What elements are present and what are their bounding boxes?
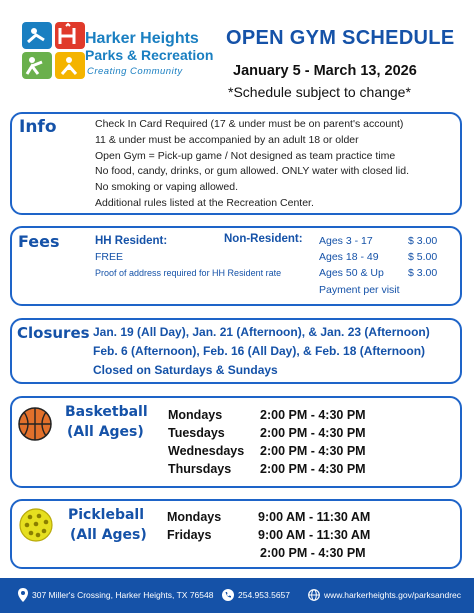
schedule-time: 2:00 PM - 4:30 PM	[260, 444, 366, 458]
parks-rec-logo	[22, 22, 86, 80]
closures-list	[93, 323, 430, 380]
org-name-line2: Parks & Recreation	[85, 47, 214, 63]
info-heading: Info	[19, 117, 57, 137]
basketball-icon	[18, 407, 52, 441]
schedule-note: *Schedule subject to change*	[228, 84, 411, 100]
pickleball-subtitle: (All Ages)	[70, 527, 147, 543]
schedule-time: 9:00 AM - 11:30 AM	[258, 528, 371, 542]
schedule-time: 2:00 PM - 4:30 PM	[260, 408, 366, 422]
org-tagline: Creating Community	[87, 66, 183, 77]
globe-icon	[308, 588, 320, 606]
pickleball-icon	[19, 508, 53, 542]
nonresident-price: $ 3.00	[408, 267, 438, 279]
footer-bar	[0, 578, 474, 613]
resident-note: Proof of address required for HH Resident rate	[95, 268, 282, 278]
page-title: OPEN GYM SCHEDULE	[226, 27, 455, 49]
nonresident-age: Ages 50 & Up	[319, 267, 384, 279]
phone-icon	[222, 588, 234, 606]
nonresident-age: Ages 3 - 17	[319, 235, 373, 247]
nonresident-price: $ 5.00	[408, 251, 438, 263]
footer-phone: 254.953.5657	[238, 590, 290, 600]
basketball-title: Basketball	[65, 404, 148, 420]
schedule-day: Mondays	[167, 510, 222, 524]
info-line: Open Gym = Pick-up game / Not designed as team practice time	[95, 149, 396, 162]
footer-website[interactable]: www.harkerheights.gov/parksandrec	[324, 590, 462, 600]
resident-label: HH Resident:	[95, 235, 168, 247]
schedule-day: Thursdays	[168, 462, 232, 476]
nonresident-label: Non-Resident:	[224, 233, 303, 245]
schedule-day: Fridays	[167, 528, 212, 542]
nonresident-price: $ 3.00	[408, 235, 438, 247]
basketball-subtitle: (All Ages)	[67, 424, 144, 440]
org-name-line1: Harker Heights	[85, 30, 199, 47]
info-line: No smoking or vaping allowed.	[95, 181, 238, 194]
closures-heading: Closures	[17, 324, 90, 342]
schedule-dates: January 5 - March 13, 2026	[233, 63, 417, 79]
nonresident-age: Ages 18 - 49	[319, 251, 379, 263]
info-line: 11 & under must be accompanied by an adult 18 or older	[95, 133, 359, 146]
closure-line: Jan. 19 (All Day), Jan. 21 (Afternoon), & Jan. 23 (Afternoon)	[93, 325, 430, 339]
info-line: No food, candy, drinks, or gum allowed. ONLY water with closed lid.	[95, 165, 409, 178]
info-line: Check In Card Required (17 & under must be on parent's account)	[95, 118, 404, 130]
payment-note: Payment per visit	[319, 284, 400, 296]
schedule-day: Wednesdays	[168, 444, 245, 458]
schedule-time: 2:00 PM - 4:30 PM	[260, 546, 366, 560]
closure-line: Closed on Saturdays & Sundays	[93, 363, 278, 377]
schedule-time: 2:00 PM - 4:30 PM	[260, 426, 366, 440]
schedule-time: 2:00 PM - 4:30 PM	[260, 462, 366, 476]
closure-line: Feb. 6 (Afternoon), Feb. 16 (All Day), & Feb. 18 (Afternoon)	[93, 344, 426, 358]
location-pin-icon	[18, 588, 28, 607]
resident-fee: FREE	[95, 251, 124, 263]
pickleball-title: Pickleball	[68, 507, 145, 523]
fees-heading: Fees	[18, 232, 60, 251]
schedule-day: Mondays	[168, 408, 223, 422]
schedule-time: 9:00 AM - 11:30 AM	[258, 510, 371, 524]
footer-address: 307 Miller's Crossing, Harker Heights, TX 76548	[32, 590, 214, 600]
info-list	[95, 117, 409, 212]
schedule-day: Tuesdays	[168, 426, 225, 440]
info-line: Additional rules listed at the Recreation Center.	[95, 196, 314, 209]
